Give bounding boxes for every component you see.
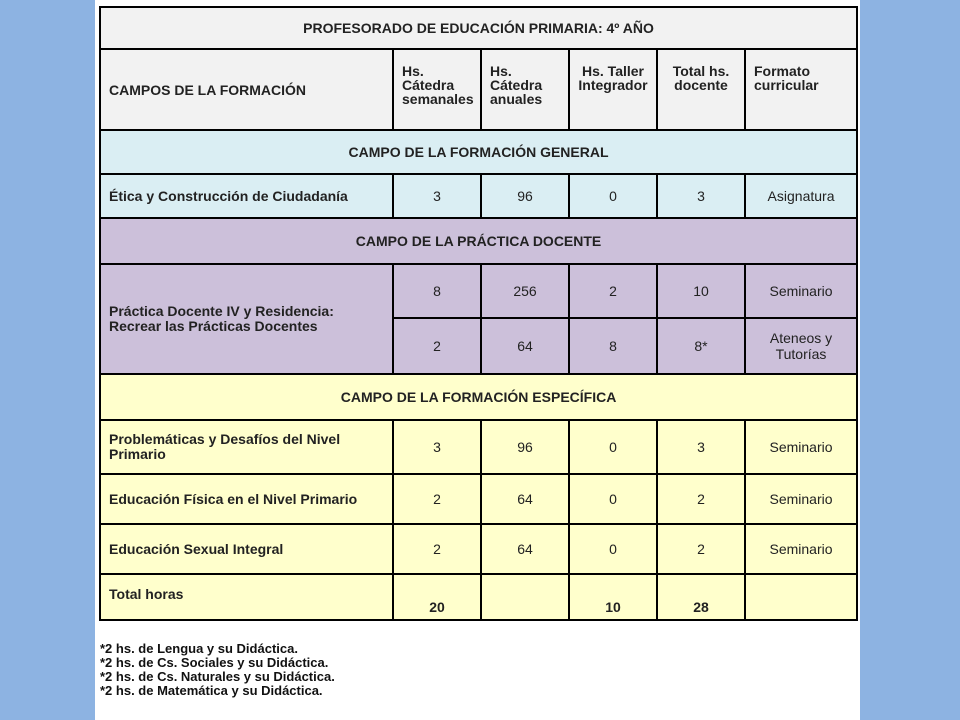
footnote: *2 hs. de Matemática y su Didáctica.	[100, 683, 323, 698]
cell-anuales: 96	[481, 174, 569, 218]
cell-formato: Asignatura	[745, 174, 857, 218]
cell-semanales: 2	[393, 524, 481, 574]
row-label: Educación Física en el Nivel Primario	[100, 474, 393, 524]
section-practica: CAMPO DE LA PRÁCTICA DOCENTE	[100, 218, 857, 264]
footnote: *2 hs. de Cs. Naturales y su Didáctica.	[100, 669, 335, 684]
row-label: Ética y Construcción de Ciudadanía	[100, 174, 393, 218]
cell-taller: 0	[569, 524, 657, 574]
cell-anuales: 256	[481, 264, 569, 318]
header-anuales: Hs. Cátedra anuales	[481, 49, 569, 130]
table-row	[100, 264, 857, 318]
total-docente: 28	[657, 574, 745, 620]
cell-taller: 8	[569, 318, 657, 374]
cell-total: 2	[657, 524, 745, 574]
cell-anuales: 64	[481, 474, 569, 524]
curriculum-table	[99, 6, 858, 621]
table-row	[100, 474, 857, 524]
cell-semanales: 3	[393, 420, 481, 474]
header-total: Total hs. docente	[657, 49, 745, 130]
cell-total: 3	[657, 420, 745, 474]
section-general: CAMPO DE LA FORMACIÓN GENERAL	[100, 130, 857, 174]
row-label: Problemáticas y Desafíos del Nivel Primario	[100, 420, 393, 474]
cell-total: 8*	[657, 318, 745, 374]
cell-anuales: 96	[481, 420, 569, 474]
cell-taller: 0	[569, 474, 657, 524]
header-campos: CAMPOS DE LA FORMACIÓN	[100, 49, 393, 130]
cell-total: 2	[657, 474, 745, 524]
cell-anuales: 64	[481, 318, 569, 374]
cell-anuales: 64	[481, 524, 569, 574]
header-formato: Formato curricular	[745, 49, 857, 130]
total-row	[100, 574, 857, 620]
cell-formato: Seminario	[745, 420, 857, 474]
cell-total: 10	[657, 264, 745, 318]
table-row	[100, 524, 857, 574]
table-row	[100, 420, 857, 474]
header-semanales: Hs. Cátedra semanales	[393, 49, 481, 130]
cell-formato: Ateneos y Tutorías	[745, 318, 857, 374]
header-row	[100, 49, 857, 130]
total-semanales: 20	[393, 574, 481, 620]
total-label: Total horas	[100, 574, 393, 620]
row-label: Educación Sexual Integral	[100, 524, 393, 574]
total-taller: 10	[569, 574, 657, 620]
footnotes	[100, 642, 335, 698]
cell-semanales: 2	[393, 318, 481, 374]
cell-formato: Seminario	[745, 264, 857, 318]
cell-semanales: 2	[393, 474, 481, 524]
cell-formato: Seminario	[745, 474, 857, 524]
table-title: PROFESORADO DE EDUCACIÓN PRIMARIA: 4º AÑO	[100, 7, 857, 49]
cell-taller: 0	[569, 420, 657, 474]
cell-semanales: 8	[393, 264, 481, 318]
footnote: *2 hs. de Lengua y su Didáctica.	[100, 641, 298, 656]
cell-formato: Seminario	[745, 524, 857, 574]
header-taller: Hs. Taller Integrador	[569, 49, 657, 130]
table-row	[100, 174, 857, 218]
cell-taller: 2	[569, 264, 657, 318]
footnote: *2 hs. de Cs. Sociales y su Didáctica.	[100, 655, 329, 670]
cell-semanales: 3	[393, 174, 481, 218]
total-anuales	[481, 574, 569, 620]
document-sheet	[95, 0, 860, 720]
total-formato	[745, 574, 857, 620]
cell-total: 3	[657, 174, 745, 218]
section-especifica: CAMPO DE LA FORMACIÓN ESPECÍFICA	[100, 374, 857, 420]
cell-taller: 0	[569, 174, 657, 218]
row-label: Práctica Docente IV y Residencia: Recrear las Prácticas Docentes	[100, 264, 393, 374]
